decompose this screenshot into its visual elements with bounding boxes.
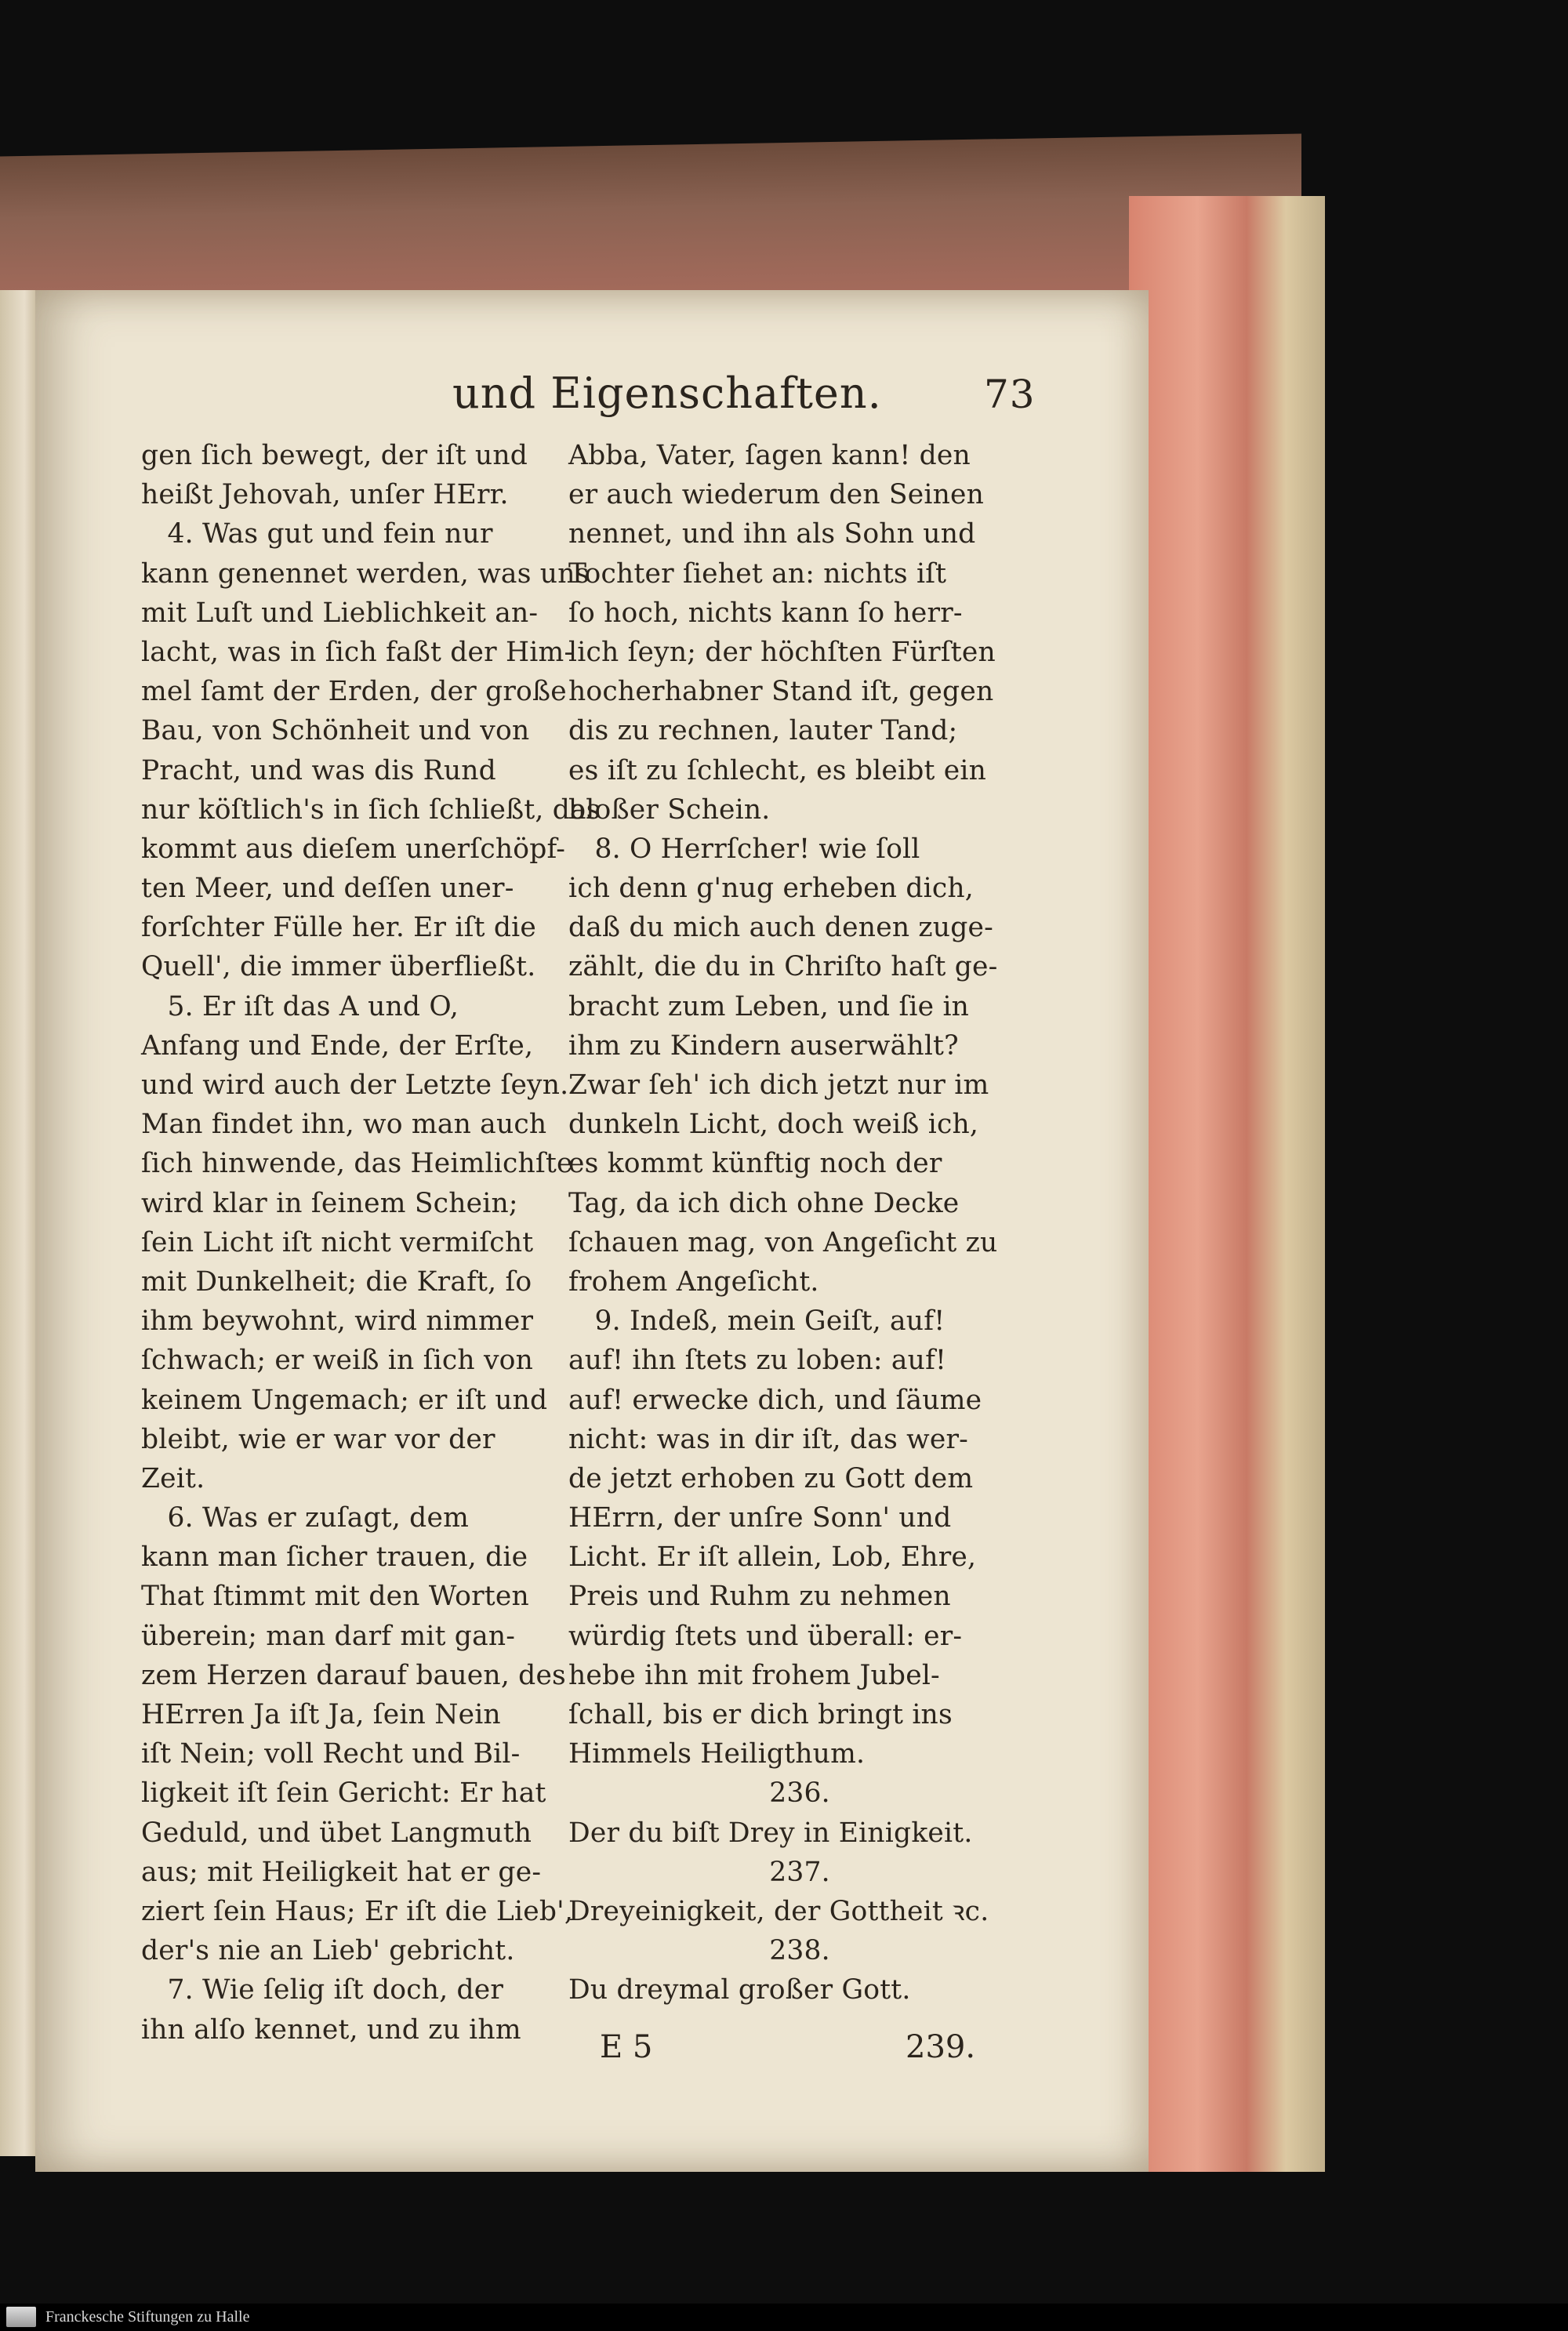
text-line: Geduld, und übet Langmuth: [141, 1817, 532, 1849]
text-line: That ſtimmt mit den Worten: [141, 1581, 529, 1613]
book-page: [35, 290, 1149, 2172]
catchword: 239.: [906, 2029, 976, 2065]
hymn-first-line: Der du biſt Drey in Einigkeit.: [568, 1817, 973, 1849]
hymn-first-line: Dreyeinigkeit, der Gottheit ꝛc.: [568, 1895, 989, 1927]
text-line: dis zu rechnen, lauter Tand;: [568, 715, 958, 747]
text-line: lacht, was in ſich faßt der Him-: [141, 636, 574, 668]
text-line: nennet, und ihn als Sohn und: [568, 518, 976, 550]
text-line: bracht zum Leben, und ſie in: [568, 990, 970, 1022]
text-line: Tochter ſiehet an: nichts iſt: [568, 557, 947, 590]
text-line: nicht: was in dir iſt, das wer-: [568, 1423, 969, 1455]
text-line: frohem Angeſicht.: [568, 1265, 819, 1298]
text-line: gen ſich bewegt, der iſt und: [141, 440, 528, 471]
text-line: ſo hoch, nichts kann ſo herr-: [568, 597, 963, 629]
text-line: 9. Indeß, mein Geiſt, auf!: [568, 1305, 946, 1338]
text-line: aus; mit Heiligkeit hat er ge-: [141, 1856, 542, 1888]
running-head-title: und Eigenschaften.: [452, 369, 882, 418]
text-line: bloßer Schein.: [568, 793, 771, 826]
text-line: Zwar ſeh' ich dich jetzt nur im: [568, 1069, 989, 1101]
hymn-number: 238.: [769, 1935, 830, 1967]
text-line: mit Luſt und Lieblichkeit an-: [141, 597, 539, 629]
text-line: Bau, von Schönheit und von: [141, 715, 530, 747]
book-top-edge: [0, 134, 1301, 314]
text-line: ſchwach; er weiß in ſich von: [141, 1345, 534, 1377]
text-line: keinem Ungemach; er iſt und: [141, 1384, 548, 1416]
text-line: auf! erwecke dich, und ſäume: [568, 1384, 982, 1416]
text-line: heißt Jehovah, unſer HErr.: [141, 479, 509, 511]
text-line: würdig ſtets und überall: er-: [568, 1620, 963, 1652]
text-line: forſchter Fülle her. Er iſt die: [141, 912, 536, 944]
text-line: daß du mich auch denen zuge-: [568, 912, 993, 944]
text-line: der's nie an Lieb' gebricht.: [141, 1935, 515, 1967]
text-line: ſchauen mag, von Angeſicht zu: [568, 1226, 998, 1258]
text-line: kommt aus dieſem unerſchöpf-: [141, 833, 566, 865]
text-line: mel ſamt der Erden, der große: [141, 676, 567, 708]
hymn-number: 237.: [769, 1856, 830, 1888]
text-line: ſchall, bis er dich bringt ins: [568, 1699, 953, 1730]
text-line: ziert ſein Haus; Er iſt die Lieb',: [141, 1895, 574, 1927]
text-line: Quell', die immer überfließt.: [141, 951, 536, 983]
text-line: ligkeit iſt ſein Gericht: Er hat: [141, 1777, 546, 1810]
text-line: zem Herzen darauf bauen, des: [141, 1659, 566, 1691]
text-line: 7. Wie ſelig iſt doch, der: [141, 1974, 504, 2006]
text-line: HErren Ja iſt Ja, ſein Nein: [141, 1699, 501, 1730]
institution-logo-icon: [6, 2307, 36, 2327]
text-line: ihn alſo kennet, und zu ihm: [141, 2013, 521, 2046]
signature-mark: E 5: [600, 2029, 653, 2065]
text-line: hebe ihn mit frohem Jubel-: [568, 1659, 940, 1691]
text-line: er auch wiederum den Seinen: [568, 479, 985, 511]
hymn-number: 236.: [769, 1777, 830, 1810]
text-line: und wird auch der Letzte ſeyn.: [141, 1069, 569, 1101]
text-line: de jetzt erhoben zu Gott dem: [568, 1462, 974, 1494]
text-line: dunkeln Licht, doch weiß ich,: [568, 1109, 979, 1141]
text-line: Zeit.: [141, 1462, 205, 1494]
text-line: ich denn g'nug erheben dich,: [568, 873, 974, 905]
text-line: zählt, die du in Chriſto haſt ge-: [568, 951, 998, 983]
text-line: Abba, Vater, ſagen kann! den: [568, 440, 971, 471]
text-line: Preis und Ruhm zu nehmen: [568, 1581, 951, 1613]
text-line: HErrn, der unſre Sonn' und: [568, 1502, 952, 1534]
text-line: Himmels Heiligthum.: [568, 1738, 866, 1770]
text-line: 5. Er iſt das A und O,: [141, 990, 459, 1022]
text-line: kann man ſicher trauen, die: [141, 1541, 528, 1574]
text-line: ihm zu Kindern auserwählt?: [568, 1029, 959, 1062]
text-line: iſt Nein; voll Recht und Bil-: [141, 1738, 521, 1770]
text-line: Anfang und Ende, der Erſte,: [141, 1029, 534, 1062]
credit-bar: [0, 2304, 1568, 2331]
text-line: Tag, da ich dich ohne Decke: [568, 1187, 960, 1219]
text-line: ſich hinwende, das Heimlichſte: [141, 1148, 573, 1180]
text-line: Licht. Er iſt allein, Lob, Ehre,: [568, 1541, 977, 1574]
text-line: bleibt, wie er war vor der: [141, 1423, 495, 1455]
text-line: 8. O Herrſcher! wie ſoll: [568, 833, 920, 865]
text-line: es iſt zu ſchlecht, es bleibt ein: [568, 754, 987, 786]
text-line: überein; man darf mit gan-: [141, 1620, 516, 1652]
text-line: lich ſeyn; der höchſten Fürſten: [568, 636, 996, 668]
text-line: mit Dunkelheit; die Kraft, ſo: [141, 1265, 532, 1298]
right-text-column: [568, 436, 1031, 2010]
text-line: hocherhabner Stand iſt, gegen: [568, 676, 994, 708]
text-line: kann genennet werden, was uns: [141, 557, 590, 590]
text-line: 6. Was er zuſagt, dem: [141, 1502, 469, 1534]
text-line: ihm beywohnt, wird nimmer: [141, 1305, 534, 1338]
credit-text: Franckesche Stiftungen zu Halle: [45, 2308, 250, 2326]
left-text-column: [141, 436, 601, 2050]
text-line: nur köſtlich's in ſich ſchließt, das: [141, 793, 601, 826]
text-line: Man findet ihn, wo man auch: [141, 1109, 547, 1141]
text-line: Pracht, und was dis Rund: [141, 754, 496, 786]
text-line: ten Meer, und deſſen uner-: [141, 873, 514, 905]
page-block-edge: [1129, 196, 1325, 2172]
text-line: wird klar in ſeinem Schein;: [141, 1187, 518, 1219]
hymn-first-line: Du dreymal großer Gott.: [568, 1974, 911, 2006]
text-line: 4. Was gut und fein nur: [141, 518, 493, 550]
text-line: auf! ihn ſtets zu loben: auf!: [568, 1345, 947, 1377]
page-number: 73: [984, 372, 1036, 417]
text-line: ſein Licht iſt nicht vermiſcht: [141, 1226, 534, 1258]
text-line: es kommt künftig noch der: [568, 1148, 942, 1180]
